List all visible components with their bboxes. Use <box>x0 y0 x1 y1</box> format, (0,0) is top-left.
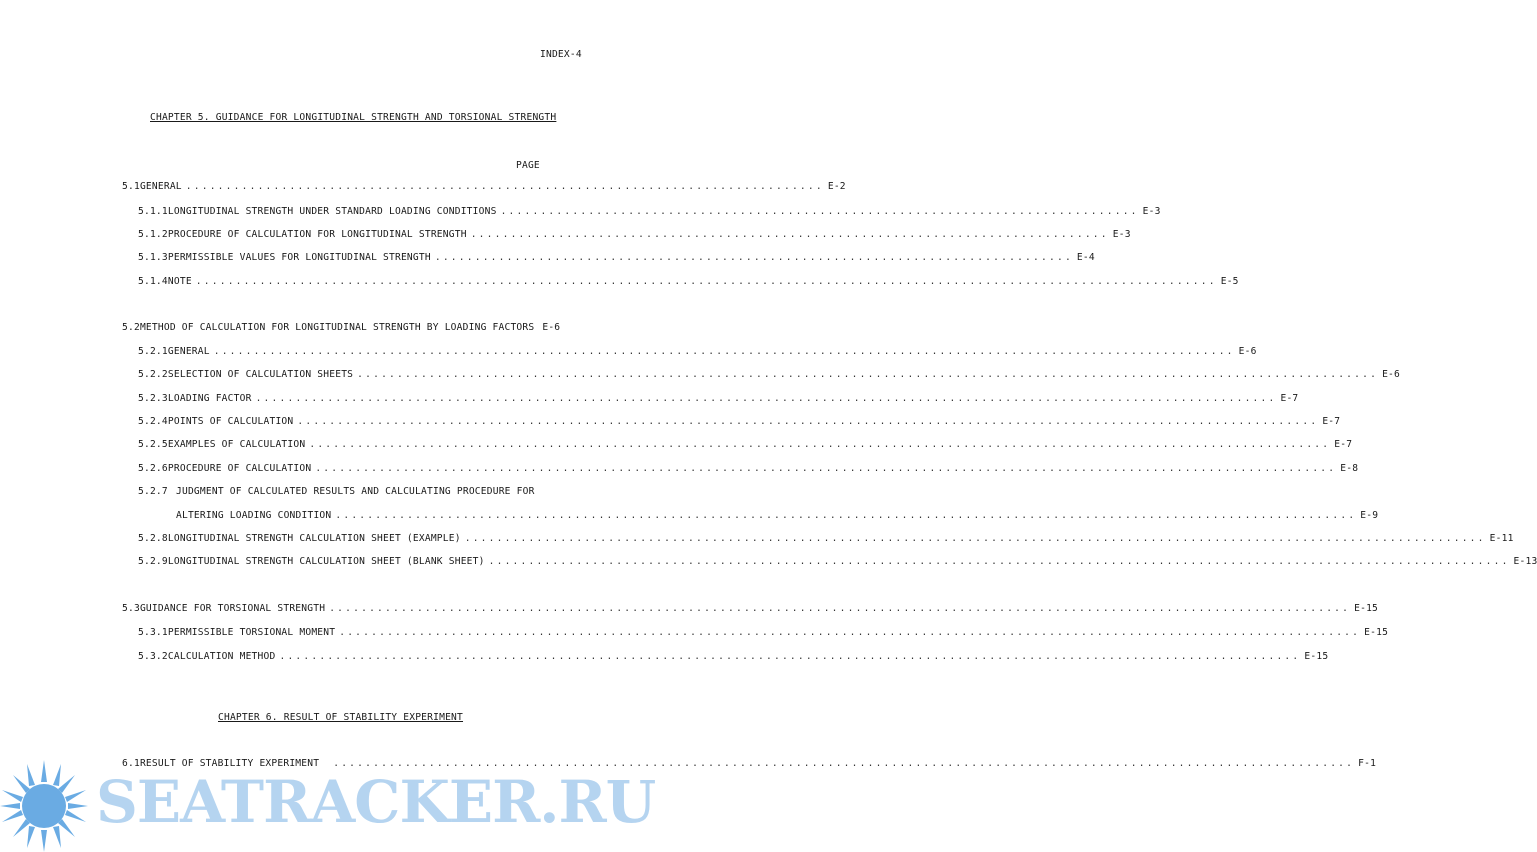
toc-entry[interactable] <box>138 486 540 500</box>
toc-number: 5.2.8 <box>138 533 168 544</box>
toc-number: 5.3 <box>122 603 140 614</box>
toc-number: 5.2.9 <box>138 556 168 567</box>
leader-dots: ................................................................................................................................ <box>335 510 1357 521</box>
toc-title: NOTE <box>167 276 192 287</box>
toc-page: E-2 <box>827 181 846 192</box>
toc-page: E-11 <box>1489 533 1514 544</box>
toc-title: CALCULATION METHOD <box>167 651 276 662</box>
toc-page: E-6 <box>542 322 561 333</box>
toc-page: E-15 <box>1304 651 1329 662</box>
toc-number: 5.2.6 <box>138 463 168 474</box>
toc-title: SELECTION OF CALCULATION SHEETS <box>167 369 354 380</box>
toc-page: E-3 <box>1112 229 1131 240</box>
toc-number: 5.1.2 <box>138 229 168 240</box>
watermark-text: SEATRACKER.RU <box>96 768 656 836</box>
sun-icon <box>0 752 100 852</box>
toc-title: PERMISSIBLE TORSIONAL MOMENT <box>167 627 336 638</box>
leader-dots: ................................................................................................................................ <box>309 439 1331 450</box>
leader-dots: ................................................................................................................................ <box>195 276 1217 287</box>
toc-number: 5.1 <box>122 181 140 192</box>
leader-dots: ................................................................................................................................ <box>297 416 1319 427</box>
toc-number: 5.1.3 <box>138 252 168 263</box>
toc-title: LOADING FACTOR <box>167 393 252 404</box>
toc-number: 5.3.1 <box>138 627 168 638</box>
leader-dots: ................................................................................................................................ <box>464 533 1486 544</box>
toc-title: GUIDANCE FOR TORSIONAL STRENGTH <box>139 603 326 614</box>
toc-entry[interactable] <box>138 463 1359 477</box>
toc-entry[interactable] <box>138 369 1401 383</box>
toc-number: 5.2.5 <box>138 439 168 450</box>
toc-title: EXAMPLES OF CALCULATION <box>167 439 306 450</box>
leader-dots: ................................................................................................................................ <box>329 603 1351 614</box>
toc-entry[interactable] <box>138 627 1389 641</box>
toc-number: 6.1 <box>122 758 140 769</box>
toc-title: RESULT OF STABILITY EXPERIMENT <box>139 758 320 769</box>
toc-title: POINTS OF CALCULATION <box>167 416 294 427</box>
toc-title: LONGITUDINAL STRENGTH CALCULATION SHEET (EXAMPLE) <box>167 533 461 544</box>
leader-dots: ................................................................................................................................ <box>488 556 1510 567</box>
toc-entry[interactable] <box>176 510 1379 524</box>
toc-page: F-1 <box>1358 758 1377 769</box>
leader-dots: ................................................................................................................................ <box>213 346 1235 357</box>
leader-dots: ................................................................................ <box>470 229 1109 240</box>
leader-dots: ................................................................................ <box>500 206 1139 217</box>
toc-title: ALTERING LOADING CONDITION <box>176 510 332 521</box>
toc-entry[interactable] <box>138 393 1299 407</box>
leader-dots: ................................................................................................................................ <box>357 369 1379 380</box>
toc-page: E-6 <box>1382 369 1401 380</box>
toc-page: E-7 <box>1334 439 1353 450</box>
toc-entry[interactable] <box>138 556 1537 570</box>
toc-entry[interactable] <box>138 206 1161 220</box>
toc-page: E-7 <box>1280 393 1299 404</box>
toc-title: PERMISSIBLE VALUES FOR LONGITUDINAL STRENGTH <box>167 252 431 263</box>
leader-dots: ................................................................................................................................ <box>339 627 1361 638</box>
toc-page: E-15 <box>1354 603 1379 614</box>
page-column-heading: PAGE <box>516 160 540 171</box>
leader-dots: ................................................................................ <box>434 252 1073 263</box>
toc-entry[interactable] <box>122 603 1379 617</box>
page-index-label: INDEX-4 <box>540 49 582 60</box>
toc-entry[interactable] <box>138 346 1257 360</box>
toc-number: 5.2.3 <box>138 393 168 404</box>
toc-entry[interactable] <box>138 439 1353 453</box>
toc-title: PROCEDURE OF CALCULATION <box>167 463 312 474</box>
toc-entry[interactable] <box>138 416 1341 430</box>
toc-number: 5.2.2 <box>138 369 168 380</box>
toc-title: LONGITUDINAL STRENGTH CALCULATION SHEET (BLANK SHEET) <box>167 556 485 567</box>
toc-page: E-9 <box>1360 510 1379 521</box>
toc-entry[interactable] <box>138 229 1131 243</box>
toc-entry[interactable] <box>138 252 1095 266</box>
toc-page: E-3 <box>1142 206 1161 217</box>
toc-number: 5.1.4 <box>138 276 168 287</box>
leader-dots: ................................................................................ <box>185 181 824 192</box>
toc-page: E-7 <box>1322 416 1341 427</box>
toc-page: E-6 <box>1238 346 1257 357</box>
toc-entry[interactable] <box>122 181 846 195</box>
toc-number: 5.2.7 <box>138 486 168 497</box>
leader-dots: ................................................................................................................................ <box>315 463 1337 474</box>
toc-title: GENERAL <box>167 346 210 357</box>
toc-title: JUDGMENT OF CALCULATED RESULTS AND CALCULATING PROCEDURE FOR <box>176 486 535 497</box>
toc-page: E-8 <box>1340 463 1359 474</box>
leader-dots: ................................................................................................................................ <box>279 651 1301 662</box>
toc-page: E-4 <box>1076 252 1095 263</box>
toc-page: E-15 <box>1364 627 1389 638</box>
leader-dots: ................................................................................................................................ <box>255 393 1277 404</box>
toc-number: 5.1.1 <box>138 206 168 217</box>
toc-entry[interactable] <box>138 276 1239 290</box>
toc-title: PROCEDURE OF CALCULATION FOR LONGITUDINAL STRENGTH <box>167 229 467 240</box>
chapter-5-title: CHAPTER 5. GUIDANCE FOR LONGITUDINAL STRENGTH AND TORSIONAL STRENGTH <box>150 112 557 123</box>
toc-entry[interactable] <box>122 322 561 336</box>
toc-number: 5.2 <box>122 322 140 333</box>
toc-entry[interactable] <box>138 651 1329 665</box>
watermark <box>0 752 656 852</box>
toc-title: LONGITUDINAL STRENGTH UNDER STANDARD LOADING CONDITIONS <box>167 206 497 217</box>
toc-number: 5.3.2 <box>138 651 168 662</box>
chapter-6-title: CHAPTER 6. RESULT OF STABILITY EXPERIMENT <box>218 712 464 723</box>
leader-dots: ................................................................................................................................ <box>333 758 1355 769</box>
toc-title: METHOD OF CALCULATION FOR LONGITUDINAL STRENGTH BY LOADING FACTORS <box>139 322 535 333</box>
toc-page: E-5 <box>1220 276 1239 287</box>
toc-title: GENERAL <box>139 181 182 192</box>
toc-entry[interactable] <box>138 533 1514 547</box>
toc-number: 5.2.1 <box>138 346 168 357</box>
toc-page: E-13 <box>1513 556 1537 567</box>
toc-number: 5.2.4 <box>138 416 168 427</box>
